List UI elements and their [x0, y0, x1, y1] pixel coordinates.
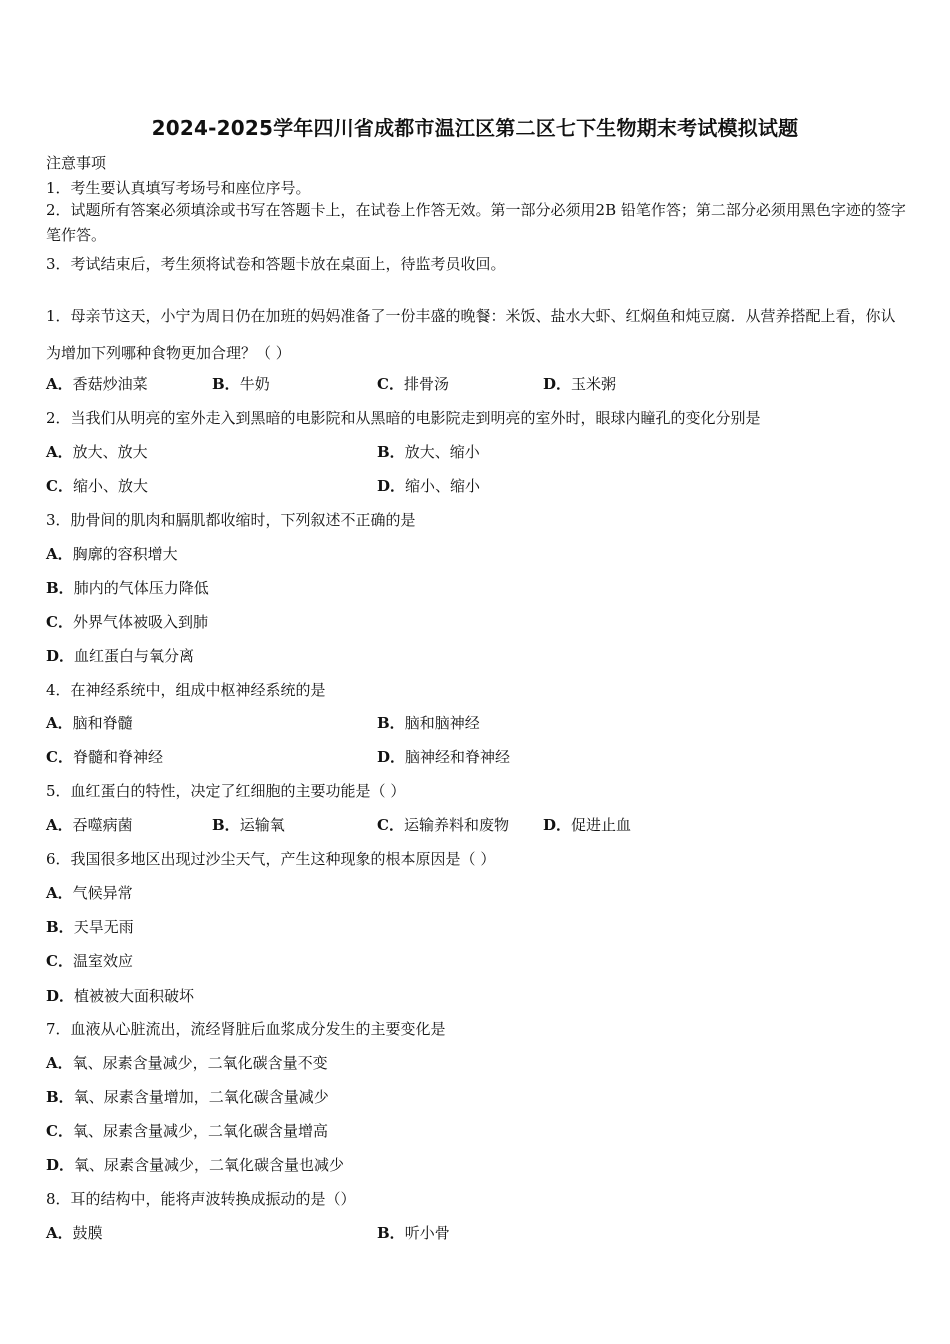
- option-letter: A．: [46, 545, 73, 563]
- option-letter: B．: [46, 1088, 74, 1106]
- option-b[interactable]: [46, 916, 134, 937]
- option-text: 牛奶: [239, 375, 270, 393]
- option-letter: C．: [377, 375, 404, 393]
- question-stem: 2．当我们从明亮的室外走入到黑暗的电影院和从黑暗的电影院走到明亮的室外时，眼球内瞳孔的变化分别是: [46, 409, 761, 427]
- option-d[interactable]: [46, 1154, 344, 1175]
- option-letter: C．: [377, 816, 404, 834]
- option-c[interactable]: [46, 1120, 328, 1141]
- option-text: 氧、尿素含量增加，二氧化碳含量减少: [73, 1088, 329, 1106]
- option-text: 肺内的气体压力降低: [73, 579, 209, 597]
- option-letter: D．: [46, 1156, 75, 1174]
- option-text: 听小骨: [404, 1224, 450, 1242]
- question-stem: 3．肋骨间的肌肉和膈肌都收缩时，下列叙述不正确的是: [46, 511, 416, 529]
- option-text: 促进止血: [571, 816, 632, 834]
- option-text: 氧、尿素含量减少，二氧化碳含量也减少: [74, 1156, 345, 1174]
- option-text: 植被被大面积破坏: [74, 987, 195, 1005]
- option-letter: D．: [543, 816, 572, 834]
- option-letter: D．: [46, 647, 75, 665]
- option-a[interactable]: [46, 712, 133, 733]
- option-text: 吞噬病菌: [72, 816, 133, 834]
- question-stem: 1．母亲节这天，小宁为周日仍在加班的妈妈准备了一份丰盛的晚餐：米饭、盐水大虾、红焖鱼和炖豆腐．从营养搭配上看，你认为增加下列哪种食物更加合理？（ ）: [46, 307, 896, 362]
- option-letter: C．: [46, 613, 73, 631]
- option-text: 气候异常: [72, 884, 133, 902]
- question-stem: 6．我国很多地区出现过沙尘天气，产生这种现象的根本原因是（ ）: [46, 850, 496, 868]
- option-letter: B．: [377, 714, 405, 732]
- option-text: 脑神经和脊神经: [405, 748, 511, 766]
- option-letter: A．: [46, 884, 73, 902]
- option-c[interactable]: [46, 611, 208, 632]
- option-letter: A．: [46, 1224, 73, 1242]
- option-b[interactable]: [212, 814, 285, 835]
- option-text: 氧、尿素含量减少，二氧化碳含量增高: [72, 1122, 328, 1140]
- option-text: 放大、放大: [72, 443, 148, 461]
- option-text: 缩小、缩小: [405, 477, 481, 495]
- option-text: 脑和脊髓: [72, 714, 133, 732]
- option-a[interactable]: [46, 543, 178, 564]
- notice-item: 1．考生要认真填写考场号和座位序号。: [46, 179, 311, 197]
- notice-heading: 注意事项: [46, 154, 107, 172]
- question-stem: 7．血液从心脏流出，流经肾脏后血浆成分发生的主要变化是: [46, 1020, 446, 1038]
- option-c[interactable]: [46, 950, 133, 971]
- option-letter: D．: [543, 375, 572, 393]
- option-text: 胸廓的容积增大: [72, 545, 178, 563]
- option-text: 运输养料和废物: [403, 816, 509, 834]
- option-c[interactable]: [377, 814, 509, 835]
- option-text: 运输氧: [239, 816, 285, 834]
- option-d[interactable]: [46, 985, 194, 1006]
- option-letter: A．: [46, 816, 73, 834]
- option-letter: B．: [377, 443, 405, 461]
- option-text: 玉米粥: [571, 375, 617, 393]
- option-letter: B．: [377, 1224, 405, 1242]
- option-d[interactable]: [543, 373, 616, 394]
- option-c[interactable]: [46, 746, 163, 767]
- option-letter: B．: [46, 918, 74, 936]
- option-text: 温室效应: [72, 952, 133, 970]
- option-letter: B．: [212, 375, 240, 393]
- question-stem: 4．在神经系统中，组成中枢神经系统的是: [46, 681, 326, 699]
- option-b[interactable]: [212, 373, 270, 394]
- notice-item: 3．考试结束后，考生须将试卷和答题卡放在桌面上，待监考员收回。: [46, 255, 506, 273]
- option-letter: B．: [212, 816, 240, 834]
- option-d[interactable]: [543, 814, 631, 835]
- option-c[interactable]: [46, 475, 148, 496]
- option-d[interactable]: [377, 475, 480, 496]
- option-text: 外界气体被吸入到肺: [72, 613, 208, 631]
- option-b[interactable]: [377, 712, 480, 733]
- option-text: 天旱无雨: [73, 918, 134, 936]
- option-text: 放大、缩小: [404, 443, 480, 461]
- notice-item: 2．试题所有答案必须填涂或书写在答题卡上，在试卷上作答无效。第一部分必须用2B 铅笔作答；第二部分必须用黑色字迹的签字笔作答。: [46, 201, 906, 244]
- option-b[interactable]: [46, 1086, 329, 1107]
- option-d[interactable]: [46, 645, 194, 666]
- option-letter: D．: [377, 477, 406, 495]
- option-a[interactable]: [46, 814, 133, 835]
- option-letter: C．: [46, 748, 73, 766]
- option-letter: C．: [46, 1122, 73, 1140]
- option-text: 香菇炒油菜: [72, 375, 148, 393]
- option-d[interactable]: [377, 746, 510, 767]
- option-letter: D．: [46, 987, 75, 1005]
- option-a[interactable]: [46, 441, 148, 462]
- option-letter: A．: [46, 443, 73, 461]
- question-stem: 8．耳的结构中，能将声波转换成振动的是（）: [46, 1190, 356, 1208]
- option-letter: A．: [46, 714, 73, 732]
- option-b[interactable]: [46, 577, 209, 598]
- question-stem: 5．血红蛋白的特性，决定了红细胞的主要功能是（ ）: [46, 782, 406, 800]
- option-text: 脊髓和脊神经: [72, 748, 163, 766]
- option-letter: D．: [377, 748, 406, 766]
- option-text: 氧、尿素含量减少，二氧化碳含量不变: [72, 1054, 328, 1072]
- option-c[interactable]: [377, 373, 449, 394]
- option-text: 排骨汤: [403, 375, 449, 393]
- option-a[interactable]: [46, 1052, 328, 1073]
- option-b[interactable]: [377, 441, 480, 462]
- option-text: 鼓膜: [72, 1224, 103, 1242]
- option-a[interactable]: [46, 1222, 103, 1243]
- option-a[interactable]: [46, 373, 148, 394]
- option-text: 血红蛋白与氧分离: [74, 647, 195, 665]
- option-letter: C．: [46, 477, 73, 495]
- option-text: 脑和脑神经: [404, 714, 480, 732]
- page-title: 2024-2025学年四川省成都市温江区第二区七下生物期末考试模拟试题: [151, 116, 799, 140]
- option-letter: C．: [46, 952, 73, 970]
- option-b[interactable]: [377, 1222, 450, 1243]
- option-letter: A．: [46, 375, 73, 393]
- option-text: 缩小、放大: [72, 477, 148, 495]
- option-letter: A．: [46, 1054, 73, 1072]
- option-a[interactable]: [46, 882, 133, 903]
- option-letter: B．: [46, 579, 74, 597]
